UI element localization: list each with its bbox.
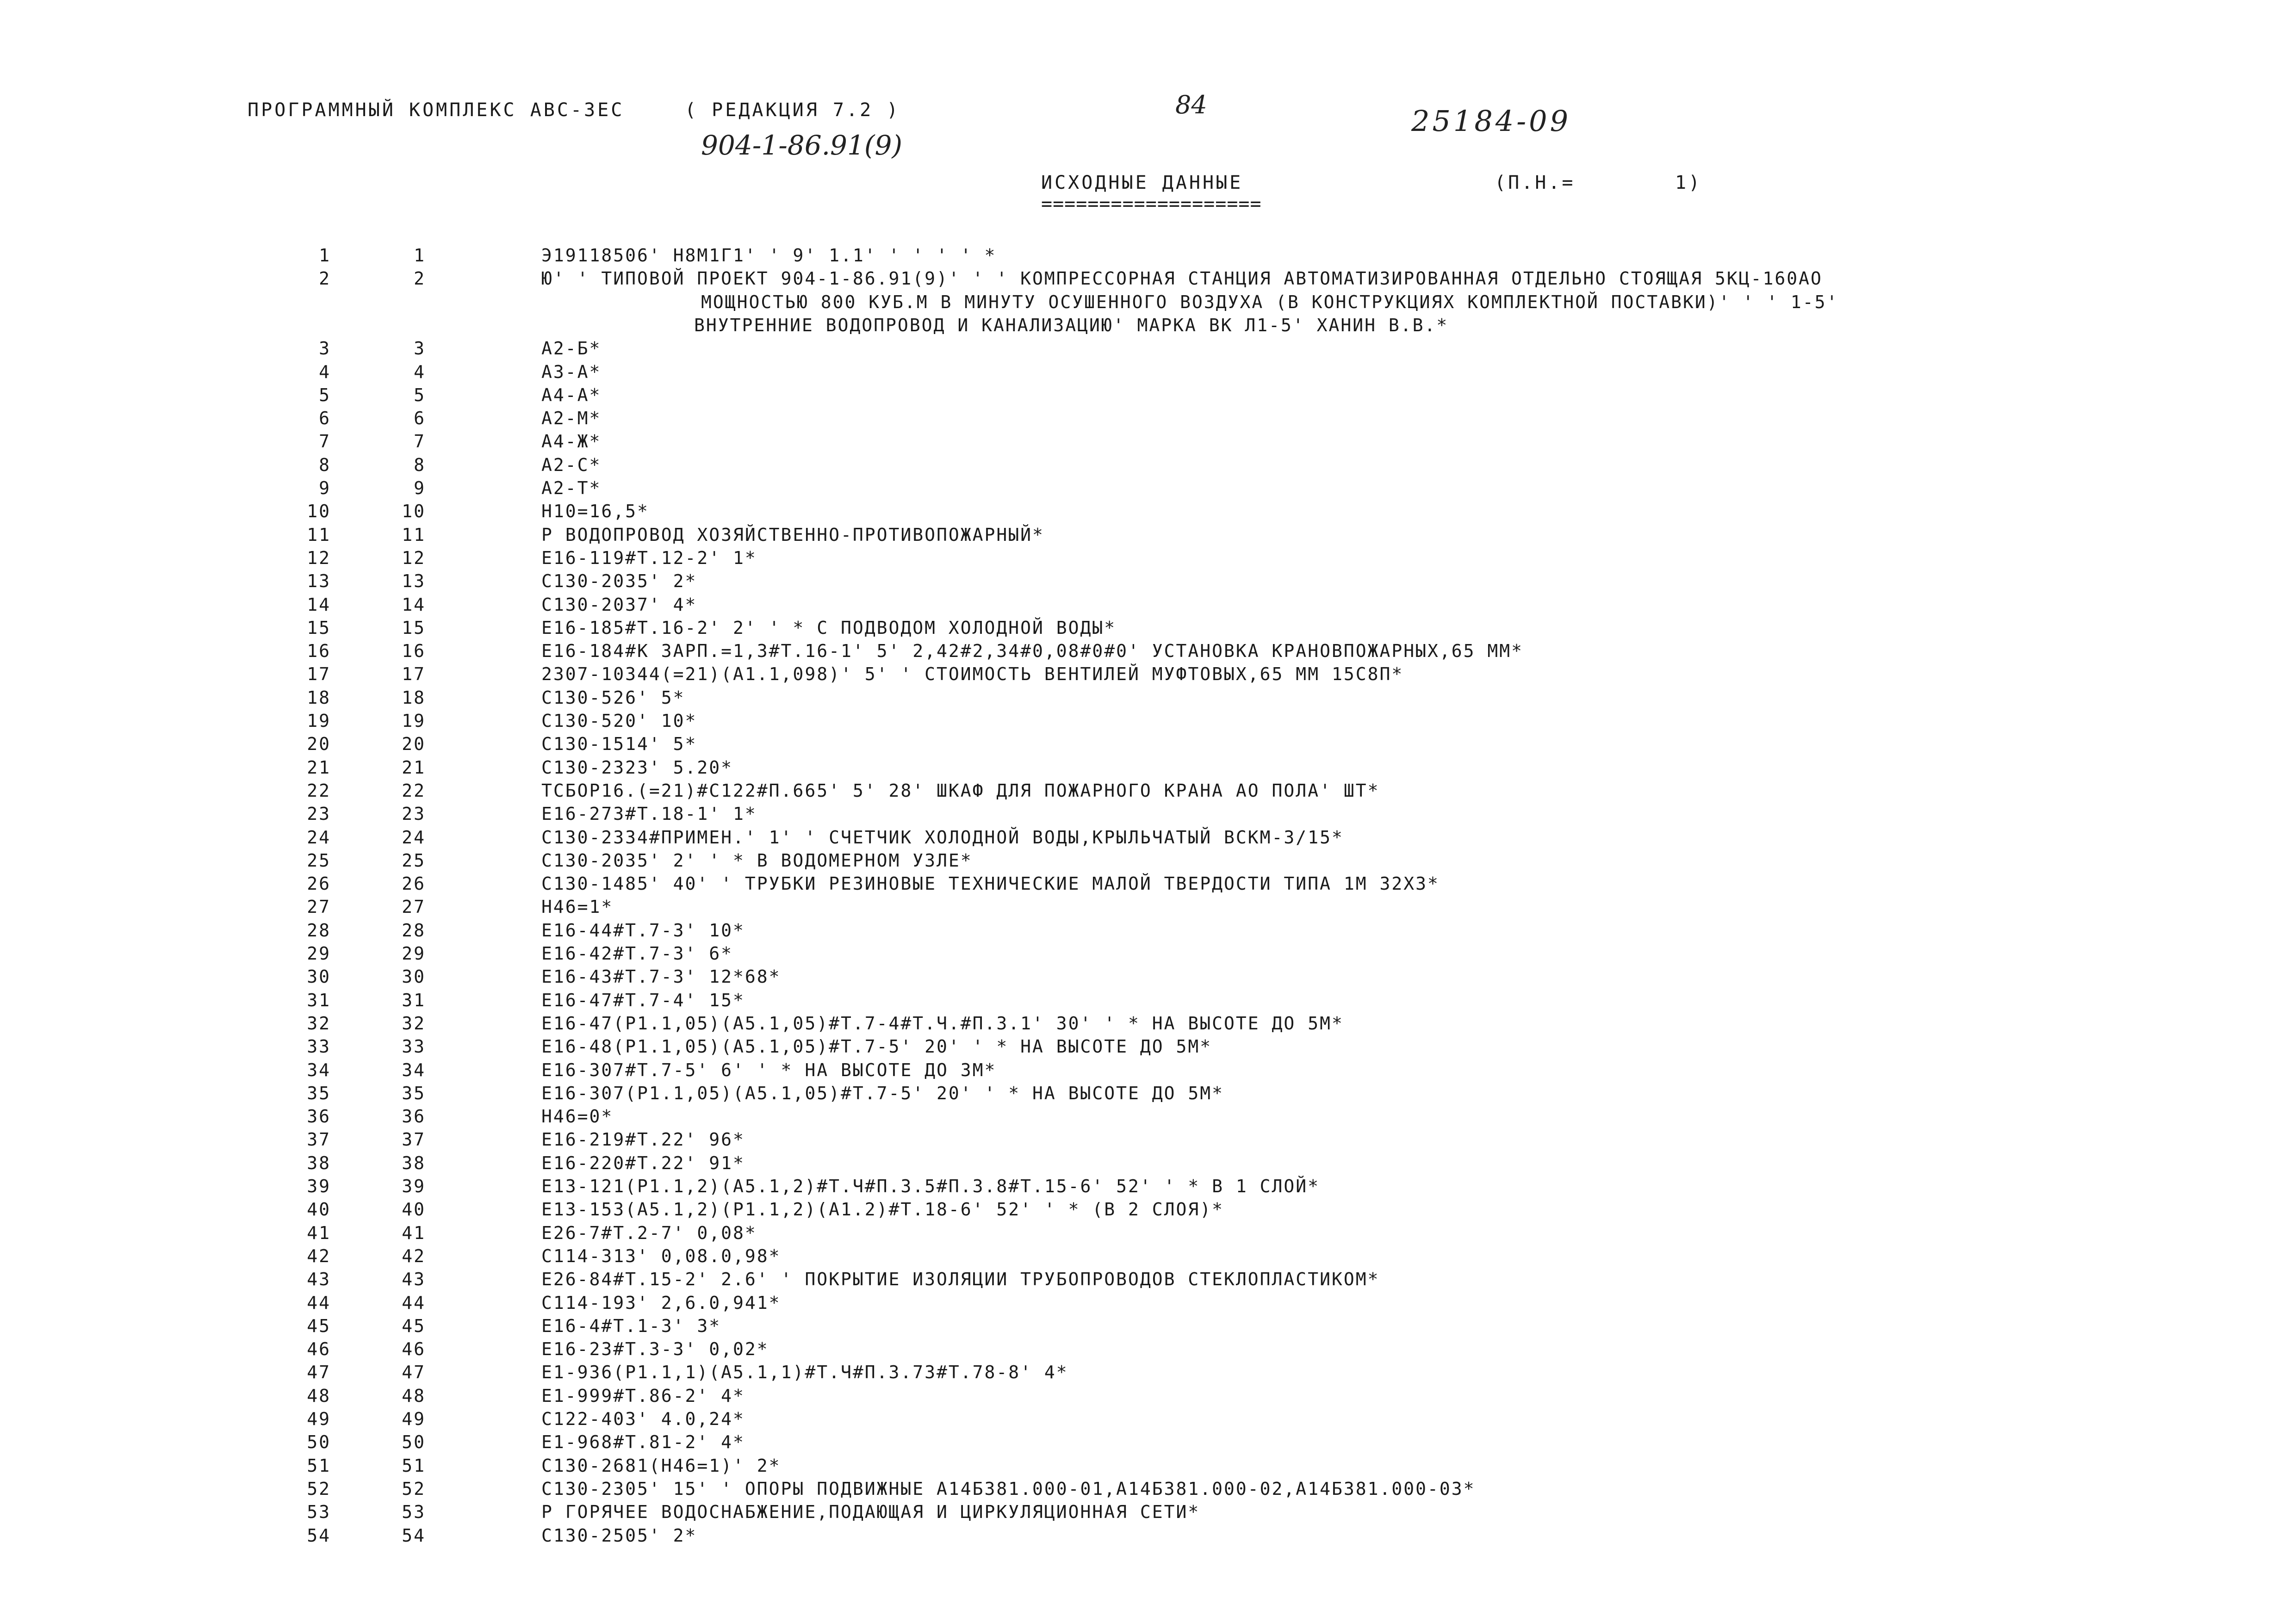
row-number: 52 (307, 1478, 331, 1499)
row-number: 6 (319, 408, 331, 429)
section-label: (П.Н.= (1495, 172, 1576, 193)
record-text: Е16-307#Т.7-5' 6' ' * НА ВЫСОТЕ ДО 3М* (541, 1059, 997, 1080)
line-number: 54 (402, 1525, 426, 1546)
row-number: 25 (307, 850, 331, 871)
row-number: 28 (307, 920, 331, 941)
record-text: С130-2323' 5.20* (541, 757, 733, 778)
line-number: 39 (402, 1176, 426, 1196)
listing-row (0, 1199, 2296, 1222)
listing-row (0, 1129, 2296, 1152)
record-text: А2-Б* (541, 338, 602, 359)
record-text: Е16-184#К ЗАРП.=1,3#Т.16-1' 5' 2,42#2,34#0,08#0#0' УСТАНОВКА КРАНОВПОЖАРНЫХ,65 ММ* (541, 641, 1523, 662)
listing-row (0, 1339, 2296, 1362)
listing-row (0, 804, 2296, 827)
record-text: С130-2037' 4* (541, 594, 697, 615)
line-number: 30 (402, 966, 426, 987)
document-number: 25184-09 (1411, 104, 1571, 138)
record-text: Е13-153(А5.1,2)(Р1.1,2)(А1.2)#Т.18-6' 52' ' * (В 2 СЛОЯ)* (541, 1199, 1224, 1220)
line-number: 24 (402, 827, 426, 848)
line-number: 4 (414, 361, 426, 382)
record-continuation: МОЩНОСТЬЮ 800 КУБ.М В МИНУТУ ОСУШЕННОГО ВОЗДУХА (В КОНСТРУКЦИЯХ КОМПЛЕКТНОЙ ПОСТАВКИ)' ' ' 1-5' (701, 291, 1839, 312)
listing-row (0, 362, 2296, 385)
row-number: 22 (307, 780, 331, 801)
listing-row (0, 688, 2296, 711)
line-number: 42 (402, 1245, 426, 1266)
record-text: С130-2035' 2* (541, 571, 697, 592)
line-number: 14 (402, 594, 426, 615)
line-number: 8 (414, 454, 426, 475)
row-number: 49 (307, 1409, 331, 1429)
line-number: 11 (402, 524, 426, 545)
line-number: 43 (402, 1269, 426, 1290)
line-number: 29 (402, 943, 426, 964)
row-number: 45 (307, 1315, 331, 1336)
listing-row (0, 1083, 2296, 1106)
row-number: 46 (307, 1339, 331, 1360)
row-number: 33 (307, 1036, 331, 1057)
line-number: 35 (402, 1083, 426, 1103)
line-number: 49 (402, 1409, 426, 1429)
record-text: Е16-44#Т.7-3' 10* (541, 920, 745, 941)
line-number: 16 (402, 641, 426, 662)
listing-row (0, 920, 2296, 943)
line-number: 44 (402, 1292, 426, 1313)
line-number: 26 (402, 873, 426, 894)
record-text: С130-2305' 15' ' ОПОРЫ ПОДВИЖНЫЕ А14Б381.000-01,А14Б381.000-02,А14Б381.000-03* (541, 1478, 1476, 1499)
line-number: 25 (402, 850, 426, 871)
record-text: Н46=0* (541, 1106, 614, 1127)
listing-row (0, 1269, 2296, 1292)
listing-row (0, 1386, 2296, 1409)
listing-row (0, 1036, 2296, 1059)
listing-row (0, 757, 2296, 781)
line-number: 27 (402, 897, 426, 917)
record-text: А2-С* (541, 454, 602, 475)
listing-row (0, 734, 2296, 757)
listing-row (0, 408, 2296, 431)
row-number: 26 (307, 873, 331, 894)
line-number: 9 (414, 478, 426, 498)
line-number: 45 (402, 1315, 426, 1336)
line-number: 23 (402, 804, 426, 824)
line-number: 48 (402, 1385, 426, 1406)
row-number: 12 (307, 547, 331, 568)
row-number: 9 (319, 478, 331, 498)
row-number: 32 (307, 1013, 331, 1034)
record-text: С130-1485' 40' ' ТРУБКИ РЕЗИНОВЫЕ ТЕХНИЧЕСКИЕ МАЛОЙ ТВЕРДОСТИ ТИПА 1М 32Х3* (541, 873, 1440, 894)
record-text: Е13-121(Р1.1,2)(А5.1,2)#Т.Ч#П.3.5#П.3.8#Т.15-6' 52' ' * В 1 СЛОЙ* (541, 1176, 1320, 1196)
record-text: Е16-47#Т.7-4' 15* (541, 990, 745, 1010)
listing-row (0, 827, 2296, 850)
record-text: Е16-220#Т.22' 91* (541, 1152, 745, 1173)
record-text: Е16-273#Т.18-1' 1* (541, 804, 757, 824)
record-text: А4-А* (541, 384, 602, 405)
row-number: 31 (307, 990, 331, 1010)
listing-row (0, 455, 2296, 478)
line-number: 34 (402, 1059, 426, 1080)
record-text: Е16-119#Т.12-2' 1* (541, 547, 757, 568)
record-text: 2307-10344(=21)(А1.1,098)' 5' ' СТОИМОСТЬ ВЕНТИЛЕЙ МУФТОВЫХ,65 ММ 15С8П* (541, 664, 1404, 685)
page-title: ИСХОДНЫЕ ДАННЫЕ (1041, 172, 1243, 193)
record-text: С130-1514' 5* (541, 734, 697, 755)
record-text: Е1-968#Т.81-2' 4* (541, 1432, 745, 1453)
edition-label: ( РЕДАКЦИЯ 7.2 ) (685, 99, 900, 121)
row-number: 29 (307, 943, 331, 964)
line-number: 22 (402, 780, 426, 801)
row-number: 41 (307, 1222, 331, 1243)
row-number: 42 (307, 1245, 331, 1266)
record-text: Р ВОДОПРОВОД ХОЗЯЙСТВЕННО-ПРОТИВОПОЖАРНЫЙ* (541, 524, 1044, 545)
listing-row (0, 1153, 2296, 1176)
line-number: 3 (414, 338, 426, 359)
line-number: 2 (414, 268, 426, 289)
listing-row (0, 1176, 2296, 1199)
line-number: 40 (402, 1199, 426, 1220)
line-number: 52 (402, 1478, 426, 1499)
record-text: Е16-307(Р1.1,05)(А5.1,05)#Т.7-5' 20' ' * НА ВЫСОТЕ ДО 5М* (541, 1083, 1224, 1103)
listing-row (0, 431, 2296, 454)
listing-row (0, 338, 2296, 361)
row-number: 2 (319, 268, 331, 289)
row-number: 18 (307, 687, 331, 708)
line-number: 47 (402, 1362, 426, 1383)
listing-row (0, 1362, 2296, 1385)
line-number: 7 (414, 431, 426, 452)
listing-row (0, 1316, 2296, 1339)
record-text: Е26-84#Т.15-2' 2.6' ' ПОКРЫТИЕ ИЗОЛЯЦИИ ТРУБОПРОВОДОВ СТЕКЛОПЛАСТИКОМ* (541, 1269, 1380, 1290)
record-text: Е1-999#Т.86-2' 4* (541, 1385, 745, 1406)
listing-row (0, 1293, 2296, 1316)
listing-row (0, 641, 2296, 664)
record-text: Е16-4#Т.1-3' 3* (541, 1315, 721, 1336)
listing-row (0, 1060, 2296, 1083)
line-number: 15 (402, 617, 426, 638)
record-text: Е16-185#Т.16-2' 2' ' * С ПОДВОДОМ ХОЛОДНОЙ ВОДЫ* (541, 617, 1117, 638)
row-number: 15 (307, 617, 331, 638)
record-text: Е26-7#Т.2-7' 0,08* (541, 1222, 757, 1243)
row-number: 43 (307, 1269, 331, 1290)
record-text: Е16-219#Т.22' 96* (541, 1129, 745, 1150)
record-text: Е16-42#Т.7-3' 6* (541, 943, 733, 964)
line-number: 5 (414, 384, 426, 405)
line-number: 33 (402, 1036, 426, 1057)
line-number: 37 (402, 1129, 426, 1150)
row-number: 20 (307, 734, 331, 755)
line-number: 53 (402, 1502, 426, 1523)
listing-row (0, 897, 2296, 920)
listing-row (0, 595, 2296, 618)
listing-row (0, 850, 2296, 873)
record-text: Р ГОРЯЧЕЕ ВОДОСНАБЖЕНИЕ,ПОДАЮЩАЯ И ЦИРКУЛЯЦИОННАЯ СЕТИ* (541, 1502, 1200, 1523)
listing-row (0, 1223, 2296, 1246)
line-number: 32 (402, 1013, 426, 1034)
row-number: 27 (307, 897, 331, 917)
page-number: 84 (1175, 90, 1207, 119)
line-number: 50 (402, 1432, 426, 1453)
listing-row (0, 1246, 2296, 1269)
listing-row (0, 990, 2296, 1013)
row-number: 34 (307, 1059, 331, 1080)
record-text: Э19118506' Н8М1Г1' ' 9' 1.1' ' ' ' ' * (541, 245, 997, 266)
line-number: 18 (402, 687, 426, 708)
listing-row (0, 618, 2296, 641)
line-number: 6 (414, 408, 426, 429)
row-number: 10 (307, 501, 331, 522)
section-value: 1) (1675, 172, 1702, 193)
record-text: С130-520' 10* (541, 711, 697, 731)
listing-row (0, 873, 2296, 897)
row-number: 47 (307, 1362, 331, 1383)
line-number: 46 (402, 1339, 426, 1360)
row-number: 4 (319, 361, 331, 382)
record-text: Е16-47(Р1.1,05)(А5.1,05)#Т.7-4#Т.Ч.#П.3.1' 30' ' * НА ВЫСОТЕ ДО 5М* (541, 1013, 1344, 1034)
record-text: С114-193' 2,6.0,941* (541, 1292, 781, 1313)
record-text: С130-2505' 2* (541, 1525, 697, 1546)
row-number: 8 (319, 454, 331, 475)
record-text: А3-А* (541, 361, 602, 382)
record-text: С114-313' 0,08.0,98* (541, 1245, 781, 1266)
line-number: 28 (402, 920, 426, 941)
listing-row (0, 501, 2296, 524)
record-text: Ю' ' ТИПОВОЙ ПРОЕКТ 904-1-86.91(9)' ' ' КОМПРЕССОРНАЯ СТАНЦИЯ АВТОМАТИЗИРОВАННАЯ ОТДЕЛЬНО СТОЯЩАЯ 5КЦ-160АО (541, 268, 1823, 289)
line-number: 21 (402, 757, 426, 778)
row-number: 13 (307, 571, 331, 592)
row-number: 44 (307, 1292, 331, 1313)
listing-row (0, 571, 2296, 594)
listing-row (0, 385, 2296, 408)
row-number: 23 (307, 804, 331, 824)
listing-row (0, 268, 2296, 291)
line-number: 36 (402, 1106, 426, 1127)
record-text: Е16-48(Р1.1,05)(А5.1,05)#Т.7-5' 20' ' * НА ВЫСОТЕ ДО 5М* (541, 1036, 1212, 1057)
listing-row (0, 548, 2296, 571)
record-text: Н46=1* (541, 897, 614, 917)
listing-row (0, 525, 2296, 548)
listing-row (0, 245, 2296, 268)
line-number: 41 (402, 1222, 426, 1243)
row-number: 48 (307, 1385, 331, 1406)
row-number: 53 (307, 1502, 331, 1523)
record-text: Е1-936(Р1.1,1)(А5.1,1)#Т.Ч#П.3.73#Т.78-8' 4* (541, 1362, 1068, 1383)
row-number: 51 (307, 1455, 331, 1476)
record-continuation: ВНУТРЕННИЕ ВОДОПРОВОД И КАНАЛИЗАЦИЮ' МАРКА ВК Л1-5' ХАНИН В.В.* (694, 315, 1449, 335)
line-number: 38 (402, 1152, 426, 1173)
listing-row (0, 711, 2296, 734)
listing-row (0, 781, 2296, 804)
line-number: 13 (402, 571, 426, 592)
line-number: 20 (402, 734, 426, 755)
row-number: 37 (307, 1129, 331, 1150)
row-number: 40 (307, 1199, 331, 1220)
row-number: 36 (307, 1106, 331, 1127)
record-text: ТСБОР16.(=21)#С122#П.665' 5' 28' ШКАФ ДЛЯ ПОЖАРНОГО КРАНА АО ПОЛА' ШТ* (541, 780, 1380, 801)
listing-row (0, 1013, 2296, 1036)
line-number: 19 (402, 711, 426, 731)
line-number: 10 (402, 501, 426, 522)
row-number: 39 (307, 1176, 331, 1196)
listing-row (0, 1106, 2296, 1129)
listing-row (0, 1525, 2296, 1549)
listing-row (0, 943, 2296, 966)
row-number: 11 (307, 524, 331, 545)
row-number: 3 (319, 338, 331, 359)
row-number: 1 (319, 245, 331, 266)
listing-row (0, 966, 2296, 990)
line-number: 17 (402, 664, 426, 685)
record-text: А2-Т* (541, 478, 602, 498)
row-number: 24 (307, 827, 331, 848)
row-number: 50 (307, 1432, 331, 1453)
listing-row (0, 1409, 2296, 1432)
title-underline: =================== (1041, 193, 1262, 215)
row-number: 30 (307, 966, 331, 987)
record-text: А2-М* (541, 408, 602, 429)
row-number: 54 (307, 1525, 331, 1546)
record-text: С130-2035' 2' ' * В ВОДОМЕРНОМ УЗЛЕ* (541, 850, 973, 871)
row-number: 7 (319, 431, 331, 452)
listing-row (0, 664, 2296, 687)
line-number: 12 (402, 547, 426, 568)
row-number: 38 (307, 1152, 331, 1173)
listing-row (0, 1502, 2296, 1525)
line-number: 51 (402, 1455, 426, 1476)
row-number: 14 (307, 594, 331, 615)
record-text: А4-Ж* (541, 431, 602, 452)
row-number: 5 (319, 384, 331, 405)
row-number: 16 (307, 641, 331, 662)
record-text: С130-526' 5* (541, 687, 685, 708)
listing-row (0, 1432, 2296, 1455)
record-text: Н10=16,5* (541, 501, 649, 522)
record-text: С130-2334#ПРИМЕН.' 1' ' СЧЕТЧИК ХОЛОДНОЙ ВОДЫ,КРЫЛЬЧАТЫЙ ВСКМ-3/15* (541, 827, 1344, 848)
listing-row (0, 478, 2296, 501)
listing-row (0, 1456, 2296, 1479)
line-number: 1 (414, 245, 426, 266)
program-name: ПРОГРАММНЫЙ КОМПЛЕКС АВС-3ЕС (248, 99, 625, 121)
record-text: С122-403' 4.0,24* (541, 1409, 745, 1429)
row-number: 17 (307, 664, 331, 685)
listing-row (0, 1479, 2296, 1502)
project-code: 904-1-86.91(9) (701, 130, 902, 161)
record-text: Е16-43#Т.7-3' 12*68* (541, 966, 781, 987)
row-number: 35 (307, 1083, 331, 1103)
row-number: 19 (307, 711, 331, 731)
line-number: 31 (402, 990, 426, 1010)
row-number: 21 (307, 757, 331, 778)
record-text: С130-2681(Н46=1)' 2* (541, 1455, 781, 1476)
record-text: Е16-23#Т.3-3' 0,02* (541, 1339, 769, 1360)
